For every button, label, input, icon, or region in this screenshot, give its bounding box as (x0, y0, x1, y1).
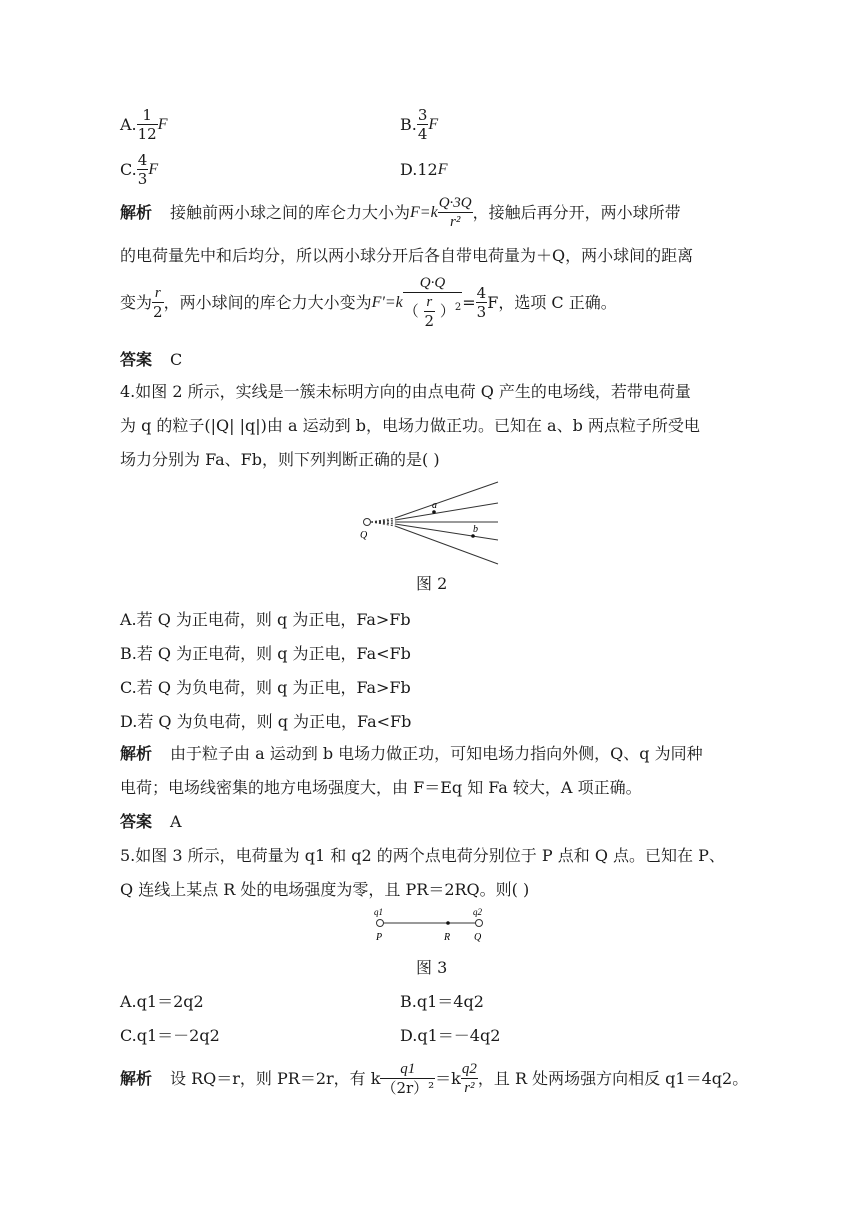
option-d: D. 12 F (400, 160, 448, 179)
charge-q-label: Q (360, 530, 368, 541)
q5-option-d: D.q1＝－4q2 (400, 1026, 501, 1045)
q4-option-c: C.若 Q 为负电荷，则 q 为正电，Fa>Fb (120, 678, 411, 697)
figure-2-caption: 图 2 (416, 574, 448, 593)
figure-3-charges (370, 904, 490, 948)
option-c: C. $\frac{4}{3}$ F (120, 151, 159, 188)
point-p-label: P (376, 932, 383, 943)
coulomb-fraction: $\frac{Q\cdot 3Q}{\text{r²}}$ (438, 195, 472, 230)
q3-analysis-line1: 解析 接触前两小球之间的库仑力大小为 F=k $\frac{Q\cdot 3Q}{\text{r²}}$ ，接触后再分开，两小球所带 (120, 195, 681, 230)
q4-option-d: D.若 Q 为负电荷，则 q 为正电，Fa<Fb (120, 712, 412, 731)
option-a: A. $\frac{1}{12}$ F (120, 106, 168, 143)
q4-analysis-line2: 电荷；电场线密集的地方电场强度大，由 F＝Eq 知 Fa 较大，A 项正确。 (120, 778, 642, 797)
option-a-fraction: $\frac{1}{12}$ (137, 106, 157, 143)
option-c-fraction: $\frac{4}{3}$ (137, 151, 148, 188)
q4-analysis-line1: 解析 由于粒子由 a 运动到 b 电场力做正功，可知电场力指向外侧，Q、q 为同种 (120, 744, 703, 763)
option-b: B. $\frac{3}{4}$ F (400, 106, 439, 143)
q4-stem-line2: 为 q 的粒子(|Q| |q|)由 a 运动到 b，电场力做正功。已知在 a、b 两点粒子所受电 (120, 416, 700, 435)
figure-3-caption: 图 3 (416, 958, 448, 977)
q3-answer: 答案 C (120, 350, 183, 369)
q4-option-a: A.若 Q 为正电荷，则 q 为正电，Fa>Fb (120, 610, 411, 629)
q4-answer: 答案 A (120, 812, 182, 831)
q5-option-c: C.q1＝－2q2 (120, 1026, 220, 1045)
q5-stem-line2: Q 连线上某点 R 处的电场强度为零，且 PR＝2RQ。则( ) (120, 880, 530, 899)
q1-label: q1 (374, 907, 383, 917)
analysis-label: 解析 (120, 203, 153, 222)
point-r-label: R (444, 932, 451, 943)
q4-stem-line3: 场力分别为 Fa、Fb，则下列判断正确的是( ) (120, 450, 440, 469)
q3-analysis-line2: 的电荷量先中和后均分，所以两小球分开后各自带电荷量为＋Q，两小球间的距离 (120, 246, 694, 265)
q5-option-a: A.q1＝2q2 (120, 992, 204, 1011)
point-a-label: a (432, 500, 437, 511)
point-q-label: Q (474, 932, 482, 943)
q4-option-b: B.若 Q 为正电荷，则 q 为正电，Fa<Fb (120, 644, 411, 663)
q2-label: q2 (473, 907, 482, 917)
point-b-label: b (473, 524, 478, 535)
q5-stem-line1: 5.如图 3 所示，电荷量为 q1 和 q2 的两个点电荷分别位于 P 点和 Q 点。已知在 P、 (120, 846, 725, 865)
figure-2-field-lines (355, 476, 505, 568)
q5-option-b: B.q1＝4q2 (400, 992, 484, 1011)
q5-analysis: 解析 设 RQ＝r，则 PR＝2r，有 k $\frac{q1}{\text{（2r）²}}$ ＝k $\frac{q2}{\text{r²}}$ ，且 R 处两场强方向相反 q1＝4q2。 (120, 1061, 749, 1097)
q3-analysis-line3: 变为 $\frac{r}{2}$ ，两小球间的库仑力大小变为 F′=k Q·Q （ $\frac{r}{2}$ ）$^2$ = $\frac{4}{3}$ F，选项 C 正确。 (120, 275, 617, 330)
q4-stem-line1: 4.如图 2 所示，实线是一簇未标明方向的由点电荷 Q 产生的电场线，若带电荷量 (120, 382, 691, 401)
option-b-fraction: $\frac{3}{4}$ (417, 106, 428, 143)
